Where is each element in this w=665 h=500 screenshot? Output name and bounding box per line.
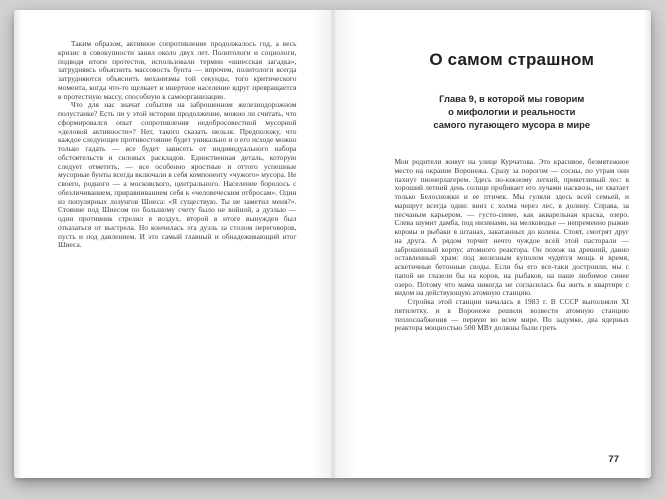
paragraph: Таким образом, активное сопротивление продолжалось год, а весь кризис в совокупности занял около двух лет. Политологи и социологи, подводя итоги протестов, использовали термин «шиесская загадка», затрудняясь объяснить массовость бунта — впрочем, политологи всегда затрудняются объяснить механизмы той секунды, того критического момента, когда что-то щелкает и инертное население вдруг превращается в протестную массу, способную к самоорганизации. (58, 39, 297, 101)
chapter-subtitle (395, 92, 630, 131)
left-page (14, 10, 333, 478)
right-page (333, 10, 652, 478)
chapter-subtitle-line: о мифологии и реальности (448, 106, 576, 117)
left-page-text (58, 40, 297, 250)
paragraph: Стройка этой станции началась в 1983 г. В СССР выполняли XI пятилетку, и в Воронеже решили возвести атомную станцию теплоснабжения — первую во всем мире. По задумке, два ядерных реактора мощностью 500 МВт должны были греть (394, 297, 629, 333)
chapter-subtitle-line: самого пугающего мусора в мире (433, 119, 591, 130)
paragraph: Что для нас значат события на заброшенном железнодорожном полустанке? Есть ли у этой истории продолжение, можно ли считать, что сформировался опыт сопротивления недобросовестной мусорной «деловой активности»? Нет, такого сказать нельзя. Предположу, что каждое следующее противостояние будет уникально и о его исходе можно только гадать — все будет зависеть от индивидуального набора обстоятельств и силовых раскладов. Единственная деталь, которую следует отметить, — все особенно яростные и оттого успешные мусорные бунты всегда включали в себя компоненту «чужого» мусора. Не своего, родного — а московского, центрального. Население боролось с обезличиванием, приравниванием себя к «человеческим отбросам». Один из популярных лозунгов Шиеса: «Я существую. Ты не заметил меня?». Стояние под Шиесом по большому счету было не войной, а дуэлью — один противник стрелял в воздух, второй в итоге вынужден был отказаться от выстрела. Но кончилась эта дуэль за столом переговоров, пусть и под давлением. И это самый главный и обнадеживающий итог Шиеса. (58, 100, 297, 250)
page-number: 77 (608, 454, 619, 465)
paragraph: Мои родители живут на улице Курчатова. Это красивое, безмятежное место на окраине Воронежа. Сразу за порогом — сосны, по утрам они пахнут пионерлагерем. Здесь по-южному легкий, приветливый лес: в хороший летний день солнце пробивает его лучами насквозь, не хватает только Белоснежки и ее птичек. Мы гуляли здесь всей семьей, и маршрут всегда один: вниз с холма через лес, в долину. Справа, за песчаным карьером, — густо-синее, как акварельная краска, озеро. Слева шумит дамба, под низинами, на мелководье — непременно рыжие коровы и рыбаки в штанах, закатанных до колена. Стоят, смотрят друг на друга. А рядом торчит нечто чуждое всей этой пасторали — заброшенный корпус атомного реактора. Он похож на древний, давно оставленный храм: под железным куполом чудятся мощь и время, аскетичные бетонные своды. Если бы его все-таки достроили, мы с папой не глазели бы на коров, на рыбаков, на наше любимое синее озеро. Потому что мама никогда не согласилась бы жить в квартире с видом на действующую атомную станцию. (394, 157, 629, 298)
book-spread (14, 10, 651, 478)
chapter-title: О самом страшном (429, 50, 595, 69)
right-page-text (395, 158, 630, 333)
chapter-subtitle-line: Глава 9, в которой мы говорим (439, 93, 585, 104)
